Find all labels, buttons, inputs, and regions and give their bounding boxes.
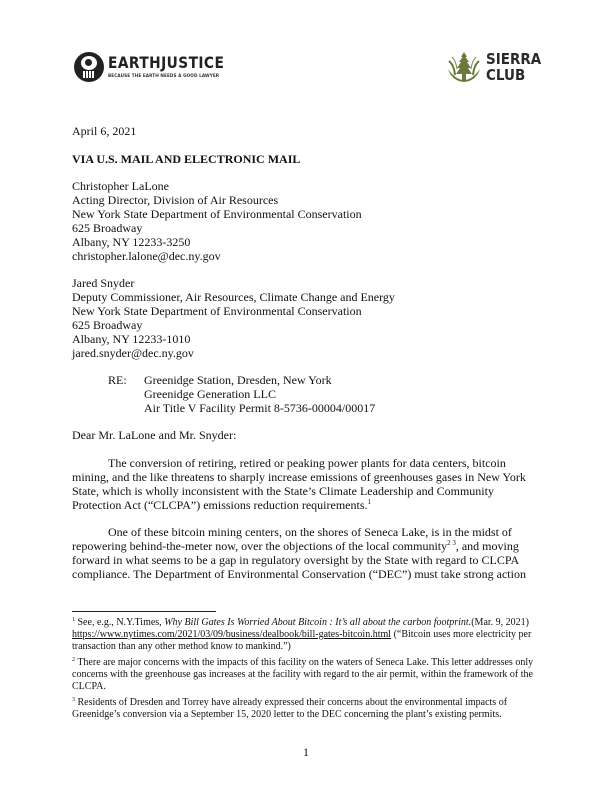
footnote-text: See, e.g., N.Y.Times, (77, 617, 165, 628)
footnote-number: 1 (72, 617, 75, 623)
footnote-date: (Mar. 9, 2021) (471, 617, 529, 628)
recipient-email: christopher.lalone@dec.ny.gov (72, 249, 221, 263)
footnote-link[interactable]: https://www.nytimes.com/2021/03/09/business/dealbook/bill-gates-bitcoin.html (72, 628, 392, 640)
recipient-street: 625 Broadway (72, 221, 143, 235)
recipient-city: Albany, NY 12233-3250 (72, 235, 191, 249)
earthjustice-globe-icon (74, 52, 104, 82)
paragraph-text: , and moving forward in what seems to be a gap in regulatory oversight by the State with regard to CLCPA compliance. The Department of Environmental Conservation (“DEC”) must take strong action (72, 539, 526, 581)
paragraph-text: One of these bitcoin mining centers, on the shores of Seneca Lake, is in the midst of repowering behind-the-meter now, over the objections of the local community (72, 525, 512, 553)
body-paragraph-2 (72, 525, 542, 581)
delivery-method: VIA U.S. MAIL AND ELECTRONIC MAIL (72, 152, 301, 166)
page-number: 1 (303, 745, 309, 759)
subject-line: Greenidge Generation LLC (144, 387, 276, 401)
earthjustice-wordmark: EARTHJUSTICE (108, 53, 225, 72)
footnote-text: Residents of Dresden and Torrey have already expressed their concerns about the environmental impacts of Greenidge’s conversion via a September 15, 2020 letter to the DEC concerning the plant’s existing permits. (72, 697, 508, 720)
sierra-club-wordmark (486, 51, 541, 83)
subject-label: RE: (108, 373, 127, 387)
footnote-3 (72, 697, 544, 721)
recipient-title: Deputy Commissioner, Air Resources, Climate Change and Energy (72, 290, 395, 304)
letter-date: April 6, 2021 (72, 124, 137, 138)
recipient-name: Jared Snyder (72, 276, 135, 290)
recipient-organization: New York State Department of Environmental Conservation (72, 304, 362, 318)
recipient-title: Acting Director, Division of Air Resources (72, 193, 279, 207)
recipient-email: jared.snyder@dec.ny.gov (72, 346, 194, 360)
footnote-number: 2 (72, 657, 75, 663)
footnote-number: 3 (72, 697, 75, 703)
subject-line: Greenidge Station, Dresden, New York (144, 373, 332, 387)
footnote-separator (72, 611, 216, 612)
salutation: Dear Mr. LaLone and Mr. Snyder: (72, 428, 237, 442)
footnote-1 (72, 617, 544, 652)
footnote-text: There are major concerns with the impacts of this facility on the waters of Seneca Lake. This letter addresses only concerns with the greenhouse gas increases at the facility with regard to the air permit, within the framework of the CLCPA. (72, 657, 534, 692)
recipient-name: Christopher LaLone (72, 179, 169, 193)
subject-line: Air Title V Facility Permit 8-5736-00004/00017 (144, 401, 376, 415)
sierra-club-logo (446, 49, 561, 89)
footnote-ref[interactable]: 1 (367, 498, 372, 506)
recipient-organization: New York State Department of Environmental Conservation (72, 207, 362, 221)
sierra-club-line2: CLUB (486, 66, 526, 84)
earthjustice-logo (74, 52, 224, 86)
sierra-club-tree-icon (446, 51, 482, 85)
subject-lines (144, 373, 375, 415)
paragraph-text: The conversion of retiring, retired or peaking power plants for data centers, bitcoin mining, and the like threatens to sharply increase emissions of greenhouses gases in New York State, which is wholly inconsistent with the State’s Climate Leadership and Community Protection Act (“CLCPA”) emissions reduction requirements. (72, 456, 526, 512)
footnote-ref[interactable]: 2 3 (447, 539, 456, 547)
footnote-2 (72, 657, 544, 692)
sierra-club-line1: SIERRA (486, 50, 542, 68)
footnote-quote: (“Bitcoin uses more electricity per transaction than any other method know to mankind.”) (72, 628, 532, 652)
recipient-street: 625 Broadway (72, 318, 143, 332)
recipient-city: Albany, NY 12233-1010 (72, 332, 191, 346)
footnote-article-title: Why Bill Gates Is Worried About Bitcoin : It’s all about the carbon footprint. (164, 617, 472, 628)
earthjustice-tagline: BECAUSE THE EARTH NEEDS A GOOD LAWYER (108, 73, 220, 78)
body-paragraph-1 (72, 456, 542, 512)
